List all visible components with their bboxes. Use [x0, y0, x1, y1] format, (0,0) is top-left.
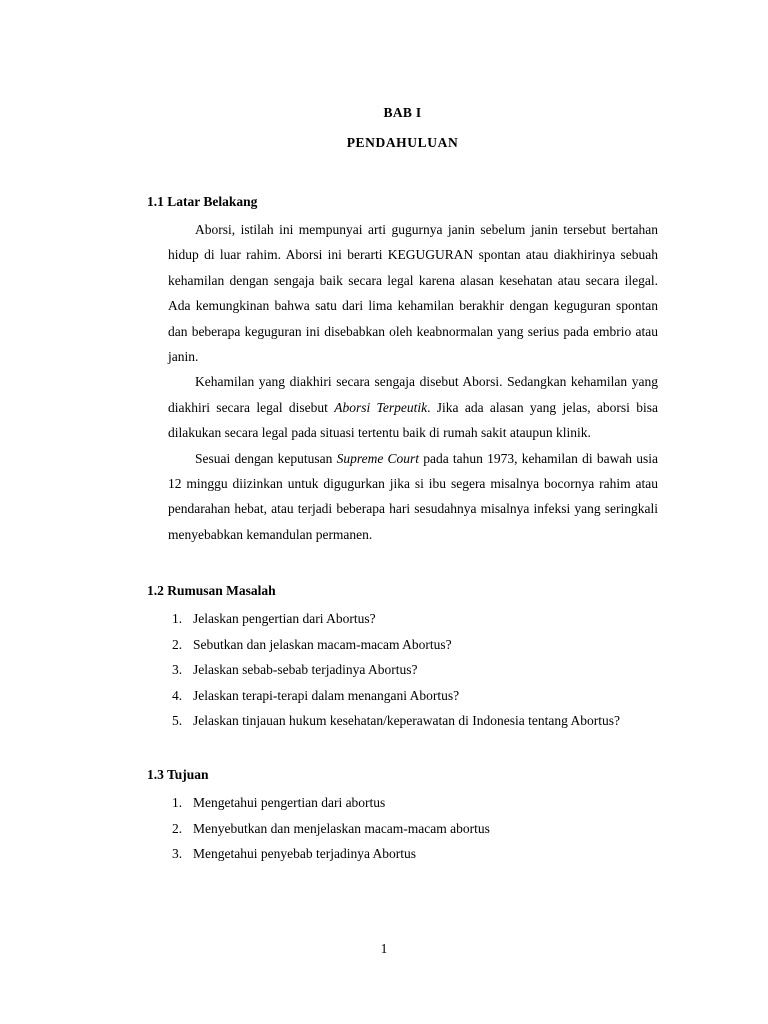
list-item-label: Jelaskan pengertian dari Abortus? — [193, 611, 376, 627]
chapter-label: BAB I — [383, 105, 422, 120]
paragraph-2-italic-term: Aborsi Terpeutik — [334, 399, 428, 415]
list-item-number: 4. — [172, 687, 183, 703]
list-item-number: 5. — [172, 712, 183, 728]
list-item-number: 1. — [172, 795, 183, 811]
list-item-label: Menyebutkan dan menjelaskan macam-macam abortus — [193, 820, 490, 836]
paragraph-3-text-before: Sesuai dengan keputusan — [195, 450, 337, 466]
paragraph-2 — [168, 369, 658, 445]
paragraph-2-text-before: Kehamilan yang diakhiri secara sengaja disebut Aborsi. Sedangkan kehamilan yang diakhiri secara legal disebut — [168, 374, 658, 415]
list-item — [172, 632, 658, 657]
section-heading-rumusan-masalah: 1.2 Rumusan Masalah — [147, 583, 276, 599]
list-item-label: Jelaskan tinjauan hukum kesehatan/keperawatan di Indonesia tentang Abortus? — [193, 712, 620, 728]
list-item-label: Sebutkan dan jelaskan macam-macam Abortus? — [193, 636, 452, 652]
list-item-number: 2. — [172, 636, 183, 652]
list-item-number: 1. — [172, 611, 183, 627]
list-item — [172, 708, 658, 733]
paragraph-3-text-after: pada tahun 1973, kehamilan di bawah usia 12 minggu diizinkan untuk digugurkan jika si ibu segera misalnya bocornya rahim atau pendarahan hebat, atau terjadi beberapa hari sesudahnya misalnya infeksi yang seringkali menyebabkan kemandulan permanen. — [168, 450, 659, 542]
section-heading-tujuan: 1.3 Tujuan — [147, 767, 209, 783]
paragraph-3-italic-term: Supreme Court — [336, 450, 420, 466]
list-item — [172, 657, 658, 682]
list-item — [172, 683, 658, 708]
list-item — [172, 816, 658, 841]
list-item-number: 3. — [172, 846, 183, 862]
list-item-label: Mengetahui pengertian dari abortus — [193, 795, 386, 811]
list-item — [172, 841, 658, 866]
latar-belakang-body — [147, 217, 658, 547]
paragraph-1: Aborsi, istilah ini mempunyai arti gugurnya janin sebelum janin tersebut bertahan hidup di luar rahim. Aborsi ini berarti KEGUGURAN spontan atau diakhirinya sebuah kehamilan dengan sengaja baik secara legal karena alasan kesehatan atau secara ilegal. Ada kemungkinan bahwa satu dari lima kehamilan berakhir dengan keguguran spontan dan beberapa keguguran ini disebabkan oleh keabnormalan yang serius pada embrio atau janin. — [168, 222, 658, 365]
list-item — [172, 606, 658, 631]
list-item-label: Mengetahui penyebab terjadinya Abortus — [193, 846, 417, 862]
section-heading-latar-belakang: 1.1 Latar Belakang — [147, 194, 258, 209]
document-content — [147, 98, 658, 867]
paragraph-3 — [168, 446, 658, 548]
paragraph-2-text-after: . Jika ada alasan yang jelas, aborsi bisa dilakukan secara legal pada situasi tertentu baik di rumah sakit ataupun klinik. — [168, 399, 658, 441]
tujuan-list — [147, 790, 658, 866]
list-item-number: 2. — [172, 820, 183, 836]
page-number: 1 — [380, 941, 388, 956]
list-item-label: Jelaskan sebab-sebab terjadinya Abortus? — [193, 662, 418, 678]
rumusan-masalah-list — [147, 606, 658, 733]
chapter-title: PENDAHULUAN — [346, 135, 459, 150]
list-item-number: 3. — [172, 662, 183, 678]
list-item-label: Jelaskan terapi-terapi dalam menangani Abortus? — [193, 687, 460, 703]
list-item — [172, 790, 658, 815]
